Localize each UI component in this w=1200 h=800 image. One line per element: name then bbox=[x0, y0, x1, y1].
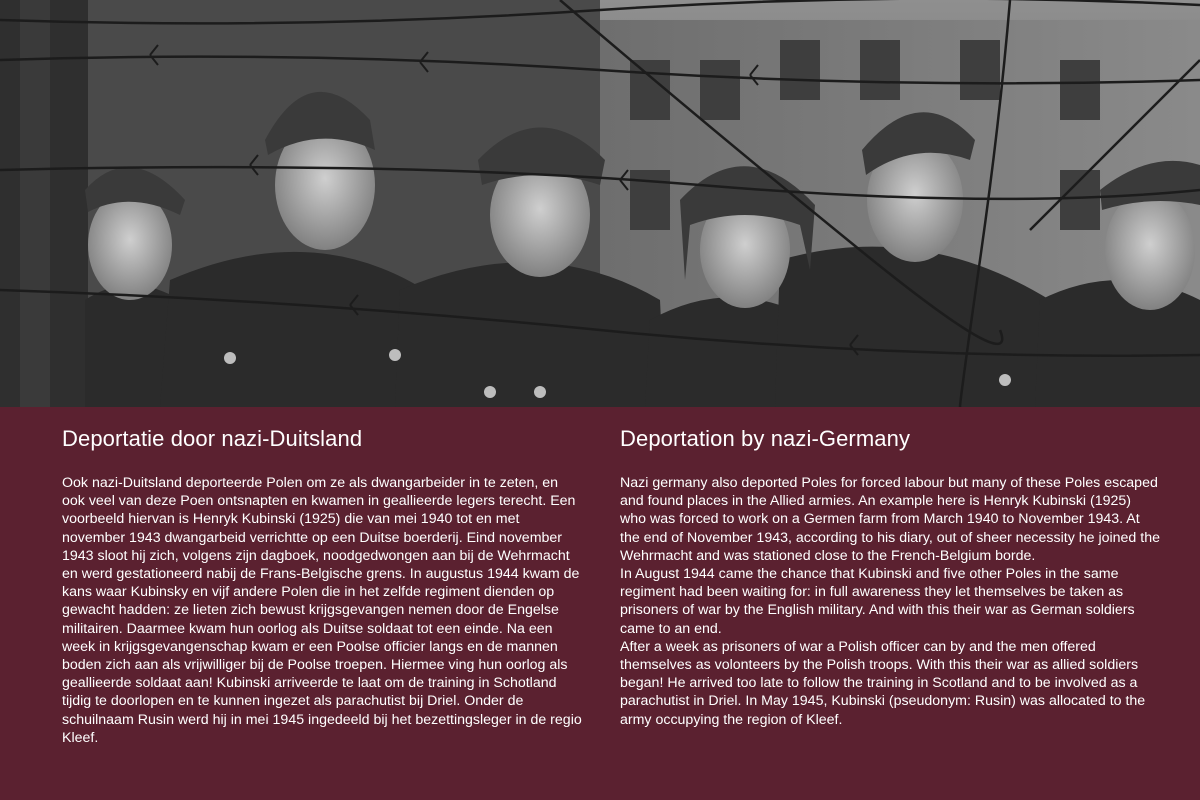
english-heading: Deportation by nazi-Germany bbox=[620, 426, 911, 451]
english-body-text: Nazi germany also deported Poles for forced labour but many of these Poles escaped and found places in the Allied armies. An example here is Henryk Kubinski (1925) who was forced to work on a Germen farm from March 1940 to November 1943. At the end of November 1943, according to his diary, out of sheer necessity he joined the Wehrmacht and was stationed close to the French-Belgium borde. In August 1944 came the chance that Kubinski and five other Poles in the same regiment had been waiting for: in full awareness they let themselves be taken as prisoners of war by the English military. And with this their war as German soldiers came to an end. After a week as prisoners of war a Polish officer can by and the men offered themselves as volonteers by the Polish troops. With this their war as allied soldiers began! He arrived too late to follow the training in Scotland and to be involved as a parachutist in Driel. In May 1945, Kubinski (pseudonym: Rusin) was allocated to the army occupying the region of Kleef. bbox=[620, 475, 1160, 728]
text-panel bbox=[0, 407, 1200, 800]
dutch-heading: Deportatie door nazi-Duitsland bbox=[62, 426, 363, 451]
dutch-body-text: Ook nazi-Duitsland deporteerde Polen om ze als dwangarbeider in te zeten, en ook veel van deze Poen ontsnapten en kwamen in geallieerde legers terecht. Een voorbeeld hiervan is Henryk Kubinski (1925) die van mei 1940 tot en met november 1943 dwangarbeid verrichtte op een Duitse boerderij. Eind november 1943 sloot hij zich, volgens zijn dagboek, noodgedwongen aan bij de Wehrmacht en werd gestationeerd nabij de Frans-Belgische grens. In augustus 1944 kwam de kans waar Kubinsky en vijf andere Polen die in het zelfde regiment dienden op gewacht hadden: ze lieten zich bewust krijgsgevangen nemen door de Engelse militairen. Daarmee kwam hun oorlog als Duitse soldaat tot een einde. Na een week in krijgsgevangenschap kwam er een Poolse officier langs en de mannen boden zich aan als vrijwilliger bij de Poolse troepen. Hiermee ving hun oorlog als geallieerde soldaat aan! Kubinski arriveerde te laat om de training in Schotland tijdig te doorlopen en te kunnen ingezet als parachutist bij Driel. Onder de schuilnaam Rusin werd hij in mei 1945 ingedeeld bij het bezettingsleger in de regio Kleef. bbox=[62, 475, 582, 746]
english-column bbox=[620, 425, 1160, 729]
dutch-column bbox=[62, 425, 582, 747]
